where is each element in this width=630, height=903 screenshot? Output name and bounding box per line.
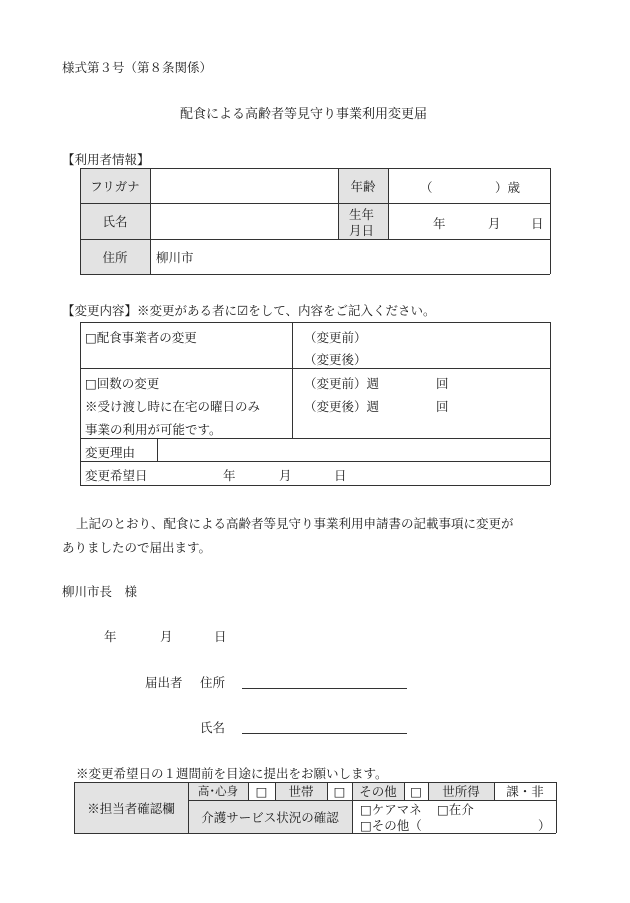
table-border [550,322,551,485]
staff-item-household: 世帯 [275,782,327,800]
birthdate-label [338,203,388,239]
staff-check-household[interactable]: □ [333,783,346,799]
table-border [327,782,328,800]
table-border [556,782,557,833]
applicant-address-label: 住所 [200,675,226,690]
applicant-name-field[interactable] [242,733,407,734]
submit-date-day: 日 [214,629,227,644]
table-border [150,168,151,274]
frequency-before-label: （変更前）週 [304,376,380,391]
applicant-name-label: 氏名 [200,720,226,735]
statement-line2: ありましたので届出ます。 [62,540,212,555]
frequency-before-unit: 回 [436,376,449,391]
birthdate-year: 年 [433,216,446,231]
address-field[interactable]: 柳川市 [156,249,194,265]
table-border [338,168,339,239]
frequency-note-line2: 事業の利用が可能です。 [85,422,222,437]
table-border [428,782,429,800]
table-border [275,782,276,800]
applicant-address-field[interactable] [242,688,407,689]
table-border [80,485,550,486]
address-label: 住所 [80,239,150,274]
age-label: 年齢 [338,168,388,203]
frequency-after-label: （変更後）週 [304,399,380,414]
table-border [157,438,158,461]
submit-date-year: 年 [104,629,117,644]
table-border [74,782,75,833]
desired-date-month: 月 [279,468,292,483]
table-border [292,322,293,438]
furigana-label: フリガナ [80,168,150,203]
care-service-check-label: 介護サービス状況の確認 [188,800,352,833]
form-number: 様式第３号（第８条関係） [62,60,213,75]
age-unit: ）歳 [495,180,521,195]
staff-item-other: その他 [352,782,404,800]
table-border [404,782,405,800]
reason-field[interactable] [157,438,550,461]
user-info-heading: 【利用者情報】 [62,152,150,167]
table-border [74,782,556,783]
table-border [74,833,556,834]
change-heading: 【変更内容】※変更がある者に☑をして、内容をご記入ください。 [62,303,436,318]
table-border [80,274,550,275]
table-border [80,368,550,369]
table-border [80,438,550,439]
staff-item-elderly: 高･心身 [188,782,248,800]
table-border [388,168,389,239]
age-open-paren: （ [420,180,433,195]
table-border [188,800,556,801]
applicant-label: 届出者 [145,675,183,690]
table-border [352,782,353,833]
table-border [80,461,550,462]
table-border [550,168,551,274]
caterer-before-label: （変更前） [304,330,367,345]
staff-check-elderly[interactable]: □ [255,783,268,799]
birthdate-month: 月 [488,216,501,231]
desired-date-label: 変更希望日 [85,468,148,483]
table-border [80,322,81,485]
staff-label: ※担当者確認欄 [74,782,188,833]
desired-date-year: 年 [223,468,236,483]
table-border [248,782,249,800]
other-close-paren: ） [538,818,551,833]
submission-notice: ※変更希望日の１週間前を目途に提出をお願いします。 [76,766,388,781]
staff-check-other[interactable]: □ [410,783,422,799]
table-border [80,322,550,323]
table-border [494,782,495,800]
other-checkbox[interactable]: □その他（ [360,818,422,833]
reason-label: 変更理由 [85,445,136,460]
frequency-note-line1: ※受け渡し時に在宅の曜日のみ [85,399,261,414]
age-field[interactable] [388,168,550,203]
staff-item-income: 世所得 [428,782,494,800]
staff-item-taxation: 課・非 [506,784,544,799]
submit-date-month: 月 [160,629,173,644]
birthdate-label-line1: 生年 [349,207,375,222]
caterer-change-checkbox[interactable]: □配食事業者の変更 [85,330,197,345]
table-border [80,168,81,274]
care-manager-checkbox[interactable]: □ケアマネ [360,802,422,817]
name-field[interactable] [150,203,338,239]
addressee: 柳川市長 様 [62,584,138,599]
statement-line1: 上記のとおり、配食による高齢者等見守り事業利用申請書の記載事項に変更が [76,516,514,531]
birthdate-label-line2: 月日 [349,223,375,238]
frequency-after-unit: 回 [436,399,449,414]
desired-date-field[interactable] [157,461,550,485]
table-border [188,782,189,833]
home-care-checkbox[interactable]: □在介 [437,802,474,817]
birthdate-field[interactable] [388,203,550,239]
furigana-field[interactable] [150,168,338,203]
desired-date-day: 日 [334,468,347,483]
name-label: 氏名 [80,203,150,239]
caterer-after-label: （変更後） [304,352,367,367]
birthdate-day: 日 [531,216,544,231]
frequency-change-checkbox[interactable]: □回数の変更 [85,376,160,391]
page-title: 配食による高齢者等見守り事業利用変更届 [180,107,428,122]
